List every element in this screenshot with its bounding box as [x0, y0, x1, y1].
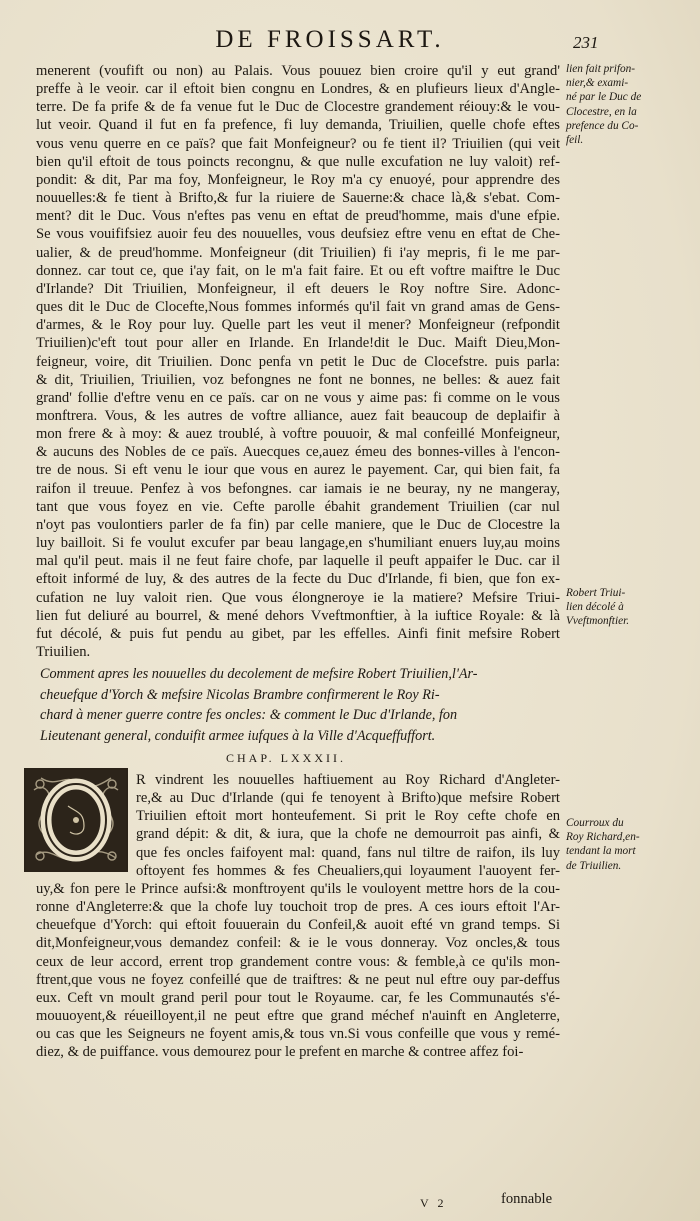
heading-line: Lieutenant general, conduifit armee iufques à la Ville d'Acqueffuffort.: [40, 727, 436, 744]
margin-note-line: de Triuilien.: [566, 859, 622, 872]
text-line: uy,& fon pere le Prince aufsi:& monftroyent qu'ils le vouloyent mettre hors de la cou-: [36, 880, 560, 897]
margin-note-line: Vveftmonftier.: [566, 615, 630, 628]
text-line: fut décolé, & puis fut pendu au gibet, par les effelles. Ainfi finit mefsire Robert: [36, 625, 560, 642]
body-text-part-2: [36, 771, 560, 1062]
text-line: Triuilien)c'eft tout pour aller en Irlande. En Irlande!dit le Duc. Maift Dieu,Mon-: [36, 335, 560, 352]
page-number: 231: [573, 33, 599, 52]
margin-note-line: nier,& exami-: [566, 77, 629, 90]
text-line: Triuilien.: [36, 644, 91, 660]
margin-note-line: Clocestre, en la: [566, 105, 637, 118]
text-line: n'oyt pas voulontiers parler de fa fin) par celle maniere, que le Duc de Clocestre la: [36, 516, 560, 533]
text-line: oftoyent fes hommes & fes Cheualiers,qui loyaument l'auoyent fer-: [136, 862, 560, 879]
text-line: cufation ne luy valoit rien. Que vous élongneroye ie la matiere? Mefsire Triui-: [36, 589, 560, 606]
margin-note-line: Courroux du: [566, 817, 624, 829]
margin-note-line: tendant la mort: [566, 845, 636, 858]
text-line: re,& au Duc d'Irlande (qui fe tenoyent à Brifto)que mefsire Robert: [136, 790, 560, 807]
chapter-number: CHAP. LXXXII.: [226, 751, 346, 765]
text-line: mon frere & à moy: & auez troublé, à voftre pouuoir, & mal confeillé Monfeigneur,: [36, 426, 560, 443]
text-line: cheuefque d'Yorch: qui eftoit fouuerain du Confeil,& auoit efté vn grand temps. Si: [36, 917, 560, 934]
margin-note-line: lien décolé à: [566, 601, 624, 614]
text-line: eftoit informé de luy, & des autres de la fecte du Duc d'Irlande, fi bien, que fon ex-: [36, 571, 560, 588]
text-line: grand dépit: & dit, & iura, que la chofe ne demourroit pas ainfi, &: [136, 826, 560, 843]
text-line: lien fut deliuré au bourrel, & mené dehors Vveftmonftier, à la iuftice Royale: & là: [36, 607, 560, 624]
running-title: DE FROISSART.: [215, 26, 445, 53]
text-line: menerent (voufift ou non) au Palais. Vous pouuez bien croire qu'il y eut grand': [36, 63, 560, 79]
text-line: feigneur, voire, dit Triuilien. Donc penfa vn petit le Duc de Clocefstre. puis parla:: [36, 353, 560, 370]
text-line: mouuoyent,& réueilloyent,il ne peut eftre que grand méchef n'auinft en Angleterre,: [36, 1008, 560, 1025]
margin-note-line: prefence du Co-: [566, 119, 639, 132]
heading-line: chard à mener guerre contre fes oncles: & comment le Duc d'Irlande, fon: [40, 707, 458, 723]
margin-note-line: né par le Duc de: [566, 91, 642, 104]
margin-note-capture: [566, 62, 694, 147]
text-line: R vindrent les nouuelles haftiuement au Roy Richard d'Angleter-: [136, 772, 560, 788]
text-line: mal qu'il peut. mais il ne feut faire chofe, par laquelle il peuft appaifer le Duc. car il: [36, 553, 560, 570]
signature-mark: V 2: [420, 1196, 447, 1210]
text-line: nouuelles:& fe tient à Brifto,& fur la riuiere de Sauerne:& chace là,& s'ebat. Com-: [36, 190, 560, 207]
text-line: tant que vous foyez en vie. Cefte parolle ébahit grandement Triuilien (car nul: [36, 498, 560, 515]
text-line: donnez. car tout ce, que i'ay fait, on le m'a fait faire. Et ou eft voftre maiftre le Duc: [36, 262, 560, 279]
text-line: Triuilien eftoit mort honteufement. Si prit le Roy cefte chofe en: [136, 808, 560, 825]
text-line: ftrent,que vous ne foyez confeillé que de traiftres: & ne peut nul eftre ouy par-deffus: [36, 971, 560, 988]
text-line: d'armes, & le Roy pour luy. Quelle part les veut il mener? Monfeigneur (refpondit: [36, 317, 560, 334]
margin-note-king-wrath: [566, 816, 694, 873]
text-line: & dit, Triuilien, Triuilien, voz befongnes ne font ne bonnes, ne belles: & auez fait: [36, 371, 560, 388]
text-line: monftrera. Vous, & les autres de voftre alliance, auez fait beaucoup de deplaifir à: [36, 407, 560, 424]
text-line: grand' follie d'eftre venu en ce païs. car on ne vous y aime pas: fi comme on le vous: [36, 389, 560, 406]
chapter-heading: [40, 664, 560, 746]
margin-note-line: feil.: [566, 134, 584, 147]
text-line: lut veoir. Quand il fut en fa prefence, fi luy demanda, Triuilien, quelle chofe eftes: [36, 117, 560, 134]
text-line: eux. Ceft vn moult grand peril pour tout le Royaume. car, fe les Communautés s'é-: [36, 989, 560, 1006]
margin-note-execution: [566, 586, 694, 629]
body-text-part-1: [36, 62, 560, 661]
text-line: & aucuns des Nobles de ce païs. Auecques ce,auez émeu des bonnes-villes à l'encon-: [36, 444, 560, 461]
text-line: preffe à le veoir. car il eftoit bien congnu en Londres, & en plufieurs lieux d'Angle-: [36, 81, 560, 98]
text-line: ceux de leur accord, errent trop grandement contre vous: & femble,à ce qu'ils mon-: [36, 953, 560, 970]
catchword: fonnable: [501, 1191, 553, 1207]
heading-line: Comment apres les nouuelles du decolement de mefsire Robert Triuilien,l'Ar-: [40, 666, 478, 682]
text-line: luy bailloit. Si fe voulut excufer par beau langage,en s'humiliant enuers luy,au moins: [36, 535, 560, 552]
heading-line: cheuefque d'Yorch & mefsire Nicolas Brambre confirmerent le Roy Ri-: [40, 686, 440, 703]
text-line: tre de nous. Si eft venu le iour que vous en aurez le payement. Car, qui bien fait, fa: [36, 462, 560, 479]
text-line: terre. De fa prife & de fa venue fut le Duc de Clocestre grandement réiouy:& le vou-: [36, 99, 560, 116]
text-line: ou cas que les Seigneurs ne foyent amis,& tous vn.Si vous confeille que vous y remé-: [36, 1026, 560, 1043]
text-line: d'Irlande? Dit Triuilien, Monfeigneur, il eft deuers le Roy noftre Sire. Adonc-: [36, 280, 560, 297]
text-line: bien qu'il eftoit de tous poincts recongnu, & que nulle excufation ne luy valoit) ref-: [36, 153, 560, 170]
text-line: ronne d'Angleterre:& que la chofe luy touchoit trop de pres. A ces iours eftoit l'Ar-: [36, 899, 560, 916]
margin-note-line: Robert Triui-: [566, 587, 626, 599]
text-line: pondit: & dit, Par ma foy, Monfeigneur, le Roy m'a cy enuoyé, pour apprendre des: [36, 171, 560, 188]
text-line: dit,Monfeigneur,vous demandez confeil: & ie le vous donneray. Voz oncles,& tous: [36, 935, 560, 952]
text-line: vous venu querre en ce païs? que fait Monfeigneur? ou fe tient il? Triuilien (qui veit: [36, 135, 560, 152]
text-line: raifon il treuue. Penfez à vos befongnes. car iamais ie ne beuray, ny ne mangeray,: [36, 480, 560, 497]
text-line: ques dit le Duc de Clocefte,Nous fommes informés qu'il fait vn grand amas de Gens-: [36, 299, 560, 316]
text-line: diez, & de puiffance. vous demourez pour le prefent en marche & contree affez foi-: [36, 1044, 524, 1061]
margin-note-line: lien fait prifon-: [566, 63, 636, 75]
text-line: que fes oncles faifoyent mal: quand, fans nul tiltre de raifon, ils luy: [136, 844, 560, 861]
text-line: Se vous vouififsiez auoir feu des nouuelles, vous deufsiez eftre venu en eftat de Che-: [36, 226, 560, 243]
text-line: ualier, & de preud'homme. Monfeigneur (dit Triuilien) fi i'ay mepris, fi le me par-: [36, 244, 560, 261]
margin-note-line: Roy Richard,en-: [566, 831, 640, 844]
text-line: ment? dit le Duc. Vous n'eftes pas venu en eftat de preud'homme, mais d'une efpie.: [36, 208, 560, 225]
